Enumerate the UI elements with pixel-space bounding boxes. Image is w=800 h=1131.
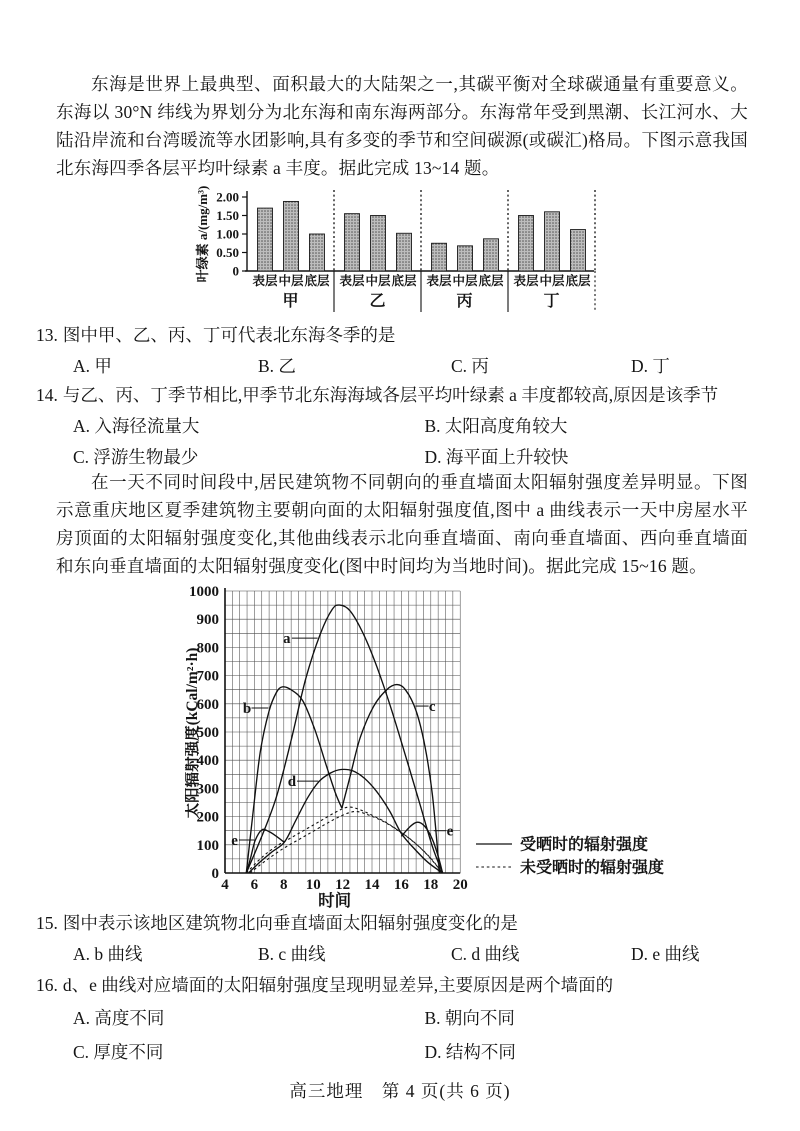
- option-14-d[interactable]: D. 海平面上升较快: [424, 447, 569, 467]
- line-chart-svg: [185, 583, 775, 909]
- svg-text:表层: 表层: [513, 274, 539, 288]
- svg-text:e: e: [231, 833, 238, 850]
- svg-text:900: 900: [196, 612, 219, 629]
- svg-text:e: e: [446, 823, 454, 840]
- svg-text:200: 200: [196, 809, 219, 826]
- svg-text:c: c: [428, 699, 436, 716]
- svg-text:中层: 中层: [452, 274, 478, 288]
- svg-text:1.00: 1.00: [216, 226, 239, 242]
- question-13-text: 图中甲、乙、丙、丁可代表北东海冬季的是: [62, 325, 396, 345]
- option-15-c[interactable]: C. d 曲线: [451, 944, 520, 964]
- option-15-a[interactable]: A. b 曲线: [73, 944, 143, 964]
- svg-text:4: 4: [221, 877, 229, 893]
- question-13-number: 13.: [36, 325, 58, 345]
- svg-text:1.50: 1.50: [216, 208, 239, 223]
- svg-text:6: 6: [250, 877, 259, 893]
- svg-text:2.00: 2.00: [216, 189, 239, 205]
- question-14: [36, 380, 776, 472]
- question-13-stem: [36, 320, 776, 350]
- question-16-options-row2: [36, 1037, 776, 1067]
- svg-text:0: 0: [232, 263, 239, 279]
- question-16-options-row1: [36, 1003, 776, 1033]
- svg-text:底层: 底层: [304, 274, 330, 288]
- svg-text:太阳辐射强度(kCal/m²·h): 太阳辐射强度(kCal/m²·h): [185, 647, 201, 819]
- option-15-d[interactable]: D. e 曲线: [631, 944, 700, 964]
- svg-text:中层: 中层: [278, 274, 304, 288]
- svg-text:100: 100: [196, 837, 219, 854]
- option-14-b[interactable]: B. 太阳高度角较大: [424, 416, 568, 436]
- question-14-number: 14.: [36, 385, 58, 405]
- svg-text:10: 10: [305, 877, 321, 893]
- question-14-text: 与乙、丙、丁季节相比,甲季节北东海海域各层平均叶绿素 a 丰度都较高,原因是该季节: [62, 385, 719, 405]
- option-13-a[interactable]: A. 甲: [73, 356, 112, 376]
- option-16-a[interactable]: A. 高度不同: [73, 1008, 165, 1028]
- svg-text:表层: 表层: [426, 274, 452, 288]
- svg-text:时间: 时间: [318, 891, 352, 909]
- svg-text:18: 18: [423, 877, 439, 893]
- svg-text:600: 600: [196, 696, 219, 713]
- svg-text:中层: 中层: [539, 274, 565, 288]
- option-16-d[interactable]: D. 结构不同: [424, 1042, 516, 1062]
- svg-text:16: 16: [393, 877, 409, 893]
- svg-text:叶绿素 a/(mg/m³): 叶绿素 a/(mg/m³): [195, 186, 210, 283]
- svg-text:500: 500: [196, 725, 219, 741]
- svg-text:底层: 底层: [391, 274, 417, 288]
- svg-text:底层: 底层: [478, 274, 504, 288]
- page-footer: 高三地理 第 4 页(共 6 页): [289, 1081, 511, 1101]
- question-15-number: 15.: [36, 913, 58, 933]
- question-15: [36, 908, 776, 969]
- passage-east-china-sea: 东海是世界上最典型、面积最大的大陆架之一,其碳平衡对全球碳通量有重要意义。东海以 30°N 纬线为界划分为北东海和南东海两部分。东海常年受到黑潮、长江河水、大陆沿岸流和台湾暖流等水团影响,具有多变的季节和空间碳源(或碳汇)格局。下图示意我国北东海四季各层平均叶绿素 a 丰度。据此完成 13~14 题。: [56, 74, 748, 178]
- svg-text:8: 8: [280, 877, 288, 893]
- question-15-text: 图中表示该地区建筑物北向垂直墙面太阳辐射强度变化的是: [62, 913, 518, 933]
- svg-text:底层: 底层: [565, 274, 591, 288]
- option-15-b[interactable]: B. c 曲线: [258, 944, 326, 964]
- svg-text:乙: 乙: [369, 293, 386, 310]
- bar-chart-svg: [192, 186, 612, 320]
- svg-text:丙: 丙: [456, 293, 473, 310]
- svg-text:800: 800: [196, 640, 219, 657]
- svg-text:400: 400: [196, 753, 219, 770]
- bar-chart-chlorophyll: [192, 186, 612, 325]
- question-15-options: [36, 939, 776, 969]
- svg-text:d: d: [287, 774, 297, 791]
- svg-text:b: b: [242, 701, 252, 718]
- line-chart-solar-radiation: [185, 583, 775, 914]
- svg-text:丁: 丁: [543, 293, 560, 310]
- svg-text:甲: 甲: [282, 293, 299, 310]
- option-16-c[interactable]: C. 厚度不同: [73, 1042, 164, 1062]
- svg-text:受晒时的辐射强度: 受晒时的辐射强度: [520, 836, 649, 854]
- question-13: [36, 320, 776, 381]
- question-14-options-row1: [36, 411, 776, 441]
- svg-text:20: 20: [452, 877, 468, 893]
- option-13-d[interactable]: D. 丁: [631, 356, 670, 376]
- svg-text:未受晒时的辐射强度: 未受晒时的辐射强度: [520, 859, 665, 877]
- question-14-stem: [36, 380, 776, 410]
- svg-text:表层: 表层: [339, 274, 365, 288]
- svg-text:12: 12: [335, 877, 351, 893]
- svg-text:表层: 表层: [252, 274, 278, 288]
- question-13-options: [36, 351, 776, 381]
- option-16-b[interactable]: B. 朝向不同: [424, 1008, 515, 1028]
- svg-text:a: a: [282, 631, 291, 648]
- svg-text:700: 700: [196, 668, 219, 685]
- svg-text:14: 14: [364, 877, 380, 893]
- option-14-c[interactable]: C. 浮游生物最少: [73, 447, 199, 467]
- question-15-stem: [36, 908, 776, 938]
- question-16-number: 16.: [36, 975, 58, 995]
- question-16-text: d、e 曲线对应墙面的太阳辐射强度呈现明显差异,主要原因是两个墙面的: [62, 975, 614, 995]
- svg-text:中层: 中层: [365, 274, 391, 288]
- question-16: [36, 970, 776, 1067]
- svg-text:0.50: 0.50: [216, 245, 239, 260]
- question-16-stem: [36, 970, 776, 1000]
- option-14-a[interactable]: A. 入海径流量大: [73, 416, 200, 436]
- option-13-c[interactable]: C. 丙: [451, 356, 489, 376]
- svg-text:0: 0: [211, 866, 219, 882]
- svg-text:1000: 1000: [189, 584, 219, 600]
- passage-solar-radiation: 在一天不同时间段中,居民建筑物不同朝向的垂直墙面太阳辐射强度差异明显。下图示意重庆地区夏季建筑物主要朝向面的太阳辐射强度值,图中 a 曲线表示一天中房屋水平房顶面的太阳辐射强度变化,其他曲线表示北向垂直墙面、南向垂直墙面、西向垂直墙面和东向垂直墙面的太阳辐射强度变化(图中时间均为当地时间)。据此完成 15~16 题。: [56, 472, 748, 576]
- option-13-b[interactable]: B. 乙: [258, 356, 296, 376]
- svg-text:300: 300: [196, 781, 219, 798]
